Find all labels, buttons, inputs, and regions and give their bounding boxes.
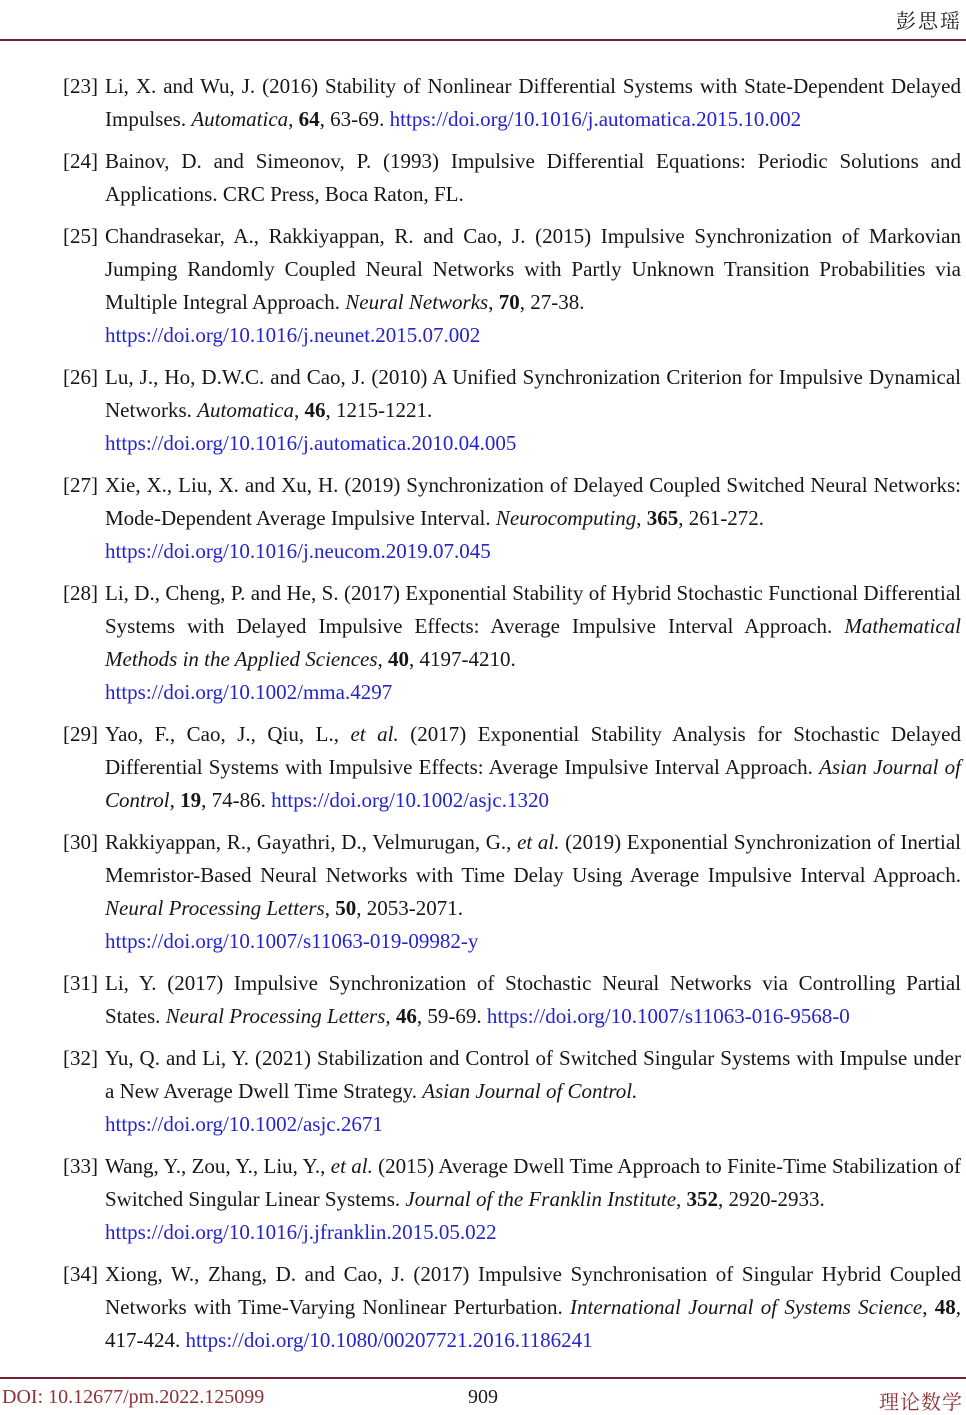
reference-text-run: Rakkiyappan, R., Gayathri, D., Velmurugan, G.,	[105, 830, 518, 854]
reference-number: [34]	[63, 1262, 98, 1286]
reference-text	[105, 1262, 961, 1352]
volume-number-bold: 48	[934, 1295, 956, 1319]
reference-text-run: Chandrasekar, A., Rakkiyappan, R. and Cao, J. (2015) Impulsive Synchronization of Markovian Jumping Randomly Coupled Neural Networks with Partly Unknown Transition Probabilities via Multiple Integral Approach.	[105, 224, 961, 314]
doi-link[interactable]: https://doi.org/10.1016/j.automatica.2010.04.005	[105, 431, 517, 455]
journal-name-italic: Neural Processing Letters	[165, 1004, 386, 1028]
doi-link[interactable]: https://doi.org/10.1016/j.jfranklin.2015.05.022	[105, 1220, 497, 1244]
reference-number: [33]	[63, 1154, 98, 1178]
doi-link[interactable]: https://doi.org/10.1002/asjc.1320	[271, 788, 549, 812]
journal-name-italic: Automatica	[191, 107, 289, 131]
reference-text-run: (2019) Exponential Synchronization of Inertial Memristor-Based Neural Networks with Time Delay Using Average Impulsive Interval Approach.	[105, 830, 961, 887]
volume-number-bold: 40	[388, 647, 410, 671]
reference-text	[105, 971, 961, 1028]
doi-link[interactable]: https://doi.org/10.1016/j.automatica.2015.10.002	[389, 107, 802, 131]
reference-text-run: ,	[169, 788, 181, 812]
journal-name-italic: Asian Journal of Control	[105, 755, 962, 812]
reference-text-run: ,	[288, 107, 299, 131]
page-header-author: 彭思瑶	[896, 11, 962, 33]
reference-text-run: Bainov, D. and Simeonov, P. (1993) Impulsive Differential Equations: Periodic Solutions and Applications. CRC Press, Boca Raton, FL.	[105, 149, 961, 206]
reference-item	[63, 967, 961, 1033]
reference-text	[105, 1046, 961, 1136]
reference-item	[63, 220, 961, 352]
reference-item	[63, 718, 961, 817]
reference-item	[63, 70, 961, 136]
reference-text-run: , 74-86.	[201, 788, 272, 812]
reference-text-run: ,	[293, 398, 305, 422]
reference-number: [30]	[63, 830, 98, 854]
reference-text	[105, 581, 961, 704]
reference-item	[63, 361, 961, 460]
journal-name-italic: International Journal of Systems Science	[570, 1295, 923, 1319]
reference-number: [29]	[63, 722, 98, 746]
reference-item	[63, 1150, 961, 1249]
volume-number-bold: 19	[180, 788, 202, 812]
reference-item	[63, 1042, 961, 1141]
reference-item	[63, 145, 961, 211]
reference-text	[105, 473, 961, 563]
volume-number-bold: 70	[498, 290, 520, 314]
reference-text-run: ,	[922, 1295, 935, 1319]
journal-name-italic: Mathematical Methods in the Applied Sciences	[105, 614, 961, 671]
reference-text-run: , 27-38.	[519, 290, 585, 314]
doi-link[interactable]: https://doi.org/10.1016/j.neucom.2019.07.045	[105, 539, 491, 563]
reference-text-run: Yao, F., Cao, J., Qiu, L.,	[105, 722, 351, 746]
journal-name-italic: Asian Journal of Control.	[422, 1079, 638, 1103]
reference-text-run: , 4197-4210.	[409, 647, 516, 671]
reference-number: [24]	[63, 149, 98, 173]
reference-item	[63, 1258, 961, 1357]
doi-link[interactable]: https://doi.org/10.1016/j.neunet.2015.07.002	[105, 323, 481, 347]
reference-text-run: ,	[385, 1004, 396, 1028]
reference-number: [28]	[63, 581, 98, 605]
journal-name-italic: Neural Processing Letters	[105, 896, 325, 920]
footer-rule	[0, 1377, 966, 1379]
volume-number-bold: 365	[646, 506, 679, 530]
reference-number: [31]	[63, 971, 98, 995]
reference-text-run: Yu, Q. and Li, Y. (2021) Stabilization and Control of Switched Singular Systems with Impulse under a New Average Dwell Time Strategy.	[105, 1046, 961, 1103]
reference-text-run: , 417-424.	[105, 1295, 961, 1352]
reference-text	[105, 365, 961, 455]
reference-number: [26]	[63, 365, 98, 389]
reference-text-run: Li, X. and Wu, J. (2016) Stability of Nonlinear Differential Systems with State-Dependent Delayed Impulses.	[105, 74, 961, 131]
reference-item	[63, 577, 961, 709]
reference-text-run: , 59-69.	[416, 1004, 487, 1028]
reference-text-run: Xiong, W., Zhang, D. and Cao, J. (2017) Impulsive Synchronisation of Singular Hybrid Coupled Networks with Time-Varying Nonlinear Perturbation.	[105, 1262, 961, 1319]
reference-text-run: ,	[676, 1187, 687, 1211]
reference-text-run: Li, D., Cheng, P. and He, S. (2017) Exponential Stability of Hybrid Stochastic Functional Differential Systems with Delayed Impulsive Effects: Average Impulsive Interval Approach.	[105, 581, 961, 638]
volume-number-bold: 46	[304, 398, 326, 422]
reference-text-run: ,	[636, 506, 647, 530]
reference-text	[105, 224, 961, 347]
reference-item	[63, 826, 961, 958]
references-list	[63, 70, 961, 1366]
reference-text-run: , 1215-1221.	[325, 398, 433, 422]
volume-number-bold: 352	[686, 1187, 719, 1211]
reference-text-run: ,	[377, 647, 389, 671]
reference-text-run: , 63-69.	[319, 107, 390, 131]
reference-text	[105, 722, 961, 812]
reference-text-run: Lu, J., Ho, D.W.C. and Cao, J. (2010) A Unified Synchronization Criterion for Impulsive Dynamical Networks.	[105, 365, 961, 422]
footer-page-number: 909	[468, 1386, 498, 1408]
reference-text-run: , 261-272.	[678, 506, 765, 530]
footer-doi: DOI: 10.12677/pm.2022.125099	[2, 1386, 265, 1408]
reference-number: [32]	[63, 1046, 98, 1070]
journal-name-italic: Neural Networks	[345, 290, 489, 314]
reference-text	[105, 149, 961, 206]
reference-item	[63, 469, 961, 568]
doi-link[interactable]: https://doi.org/10.1080/00207721.2016.1186241	[185, 1328, 593, 1352]
footer-journal-name: 理论数学	[879, 1392, 963, 1414]
reference-text-run: (2015) Average Dwell Time Approach to Finite-Time Stabilization of Switched Singular Linear Systems.	[105, 1154, 961, 1211]
reference-text-run: (2017) Exponential Stability Analysis for Stochastic Delayed Differential Systems with Impulsive Effects: Average Impulsive Interval Approach.	[105, 722, 961, 779]
journal-name-italic: Automatica	[197, 398, 294, 422]
volume-number-bold: 50	[335, 896, 357, 920]
journal-name-italic: Journal of the Franklin Institute	[405, 1187, 677, 1211]
doi-link[interactable]: https://doi.org/10.1002/asjc.2671	[105, 1112, 383, 1136]
reference-text	[105, 1154, 961, 1244]
journal-name-italic: et al.	[330, 1154, 373, 1178]
reference-text	[105, 830, 961, 953]
header-rule	[0, 39, 966, 41]
journal-name-italic: et al.	[517, 830, 560, 854]
reference-text-run: ,	[488, 290, 499, 314]
page-footer	[0, 1383, 966, 1414]
reference-text-run: Wang, Y., Zou, Y., Liu, Y.,	[105, 1154, 331, 1178]
volume-number-bold: 46	[395, 1004, 417, 1028]
reference-text-run: , 2053-2071.	[356, 896, 463, 920]
reference-text	[105, 74, 961, 131]
doi-link[interactable]: https://doi.org/10.1007/s11063-016-9568-0	[486, 1004, 850, 1028]
reference-text-run: Li, Y. (2017) Impulsive Synchronization of Stochastic Neural Networks via Controlling Partial States.	[105, 971, 961, 1028]
volume-number-bold: 64	[298, 107, 320, 131]
reference-number: [25]	[63, 224, 98, 248]
reference-text-run: , 2920-2933.	[718, 1187, 825, 1211]
journal-name-italic: Neurocomputing	[495, 506, 637, 530]
doi-link[interactable]: https://doi.org/10.1002/mma.4297	[105, 680, 393, 704]
journal-name-italic: et al.	[350, 722, 399, 746]
reference-number: [27]	[63, 473, 98, 497]
reference-text-run: ,	[324, 896, 336, 920]
reference-text-run: Xie, X., Liu, X. and Xu, H. (2019) Synchronization of Delayed Coupled Switched Neural Networks: Mode-Dependent Average Impulsive Interval.	[105, 473, 961, 530]
reference-number: [23]	[63, 74, 98, 98]
doi-link[interactable]: https://doi.org/10.1007/s11063-019-09982-y	[105, 929, 479, 953]
